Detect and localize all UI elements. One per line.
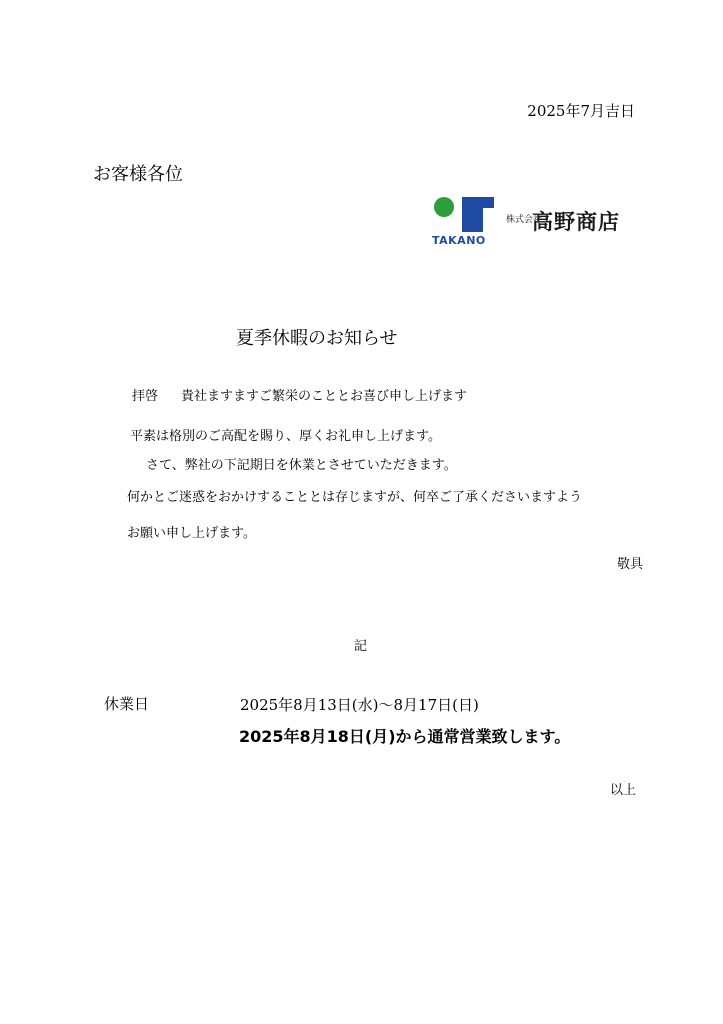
- holiday-label: 休業日: [104, 695, 150, 713]
- opening-salutation: 拝啓: [132, 389, 159, 404]
- closing-salutation: 敬具: [616, 557, 643, 572]
- body-line-3: さて、弊社の下記期日を休業とさせていただきます。: [146, 458, 457, 473]
- logo-kabushiki: 株式会社: [506, 215, 543, 225]
- logo-brand-latin: TAKANO: [432, 234, 486, 247]
- logo-mark-icon: [432, 194, 498, 252]
- holiday-range: 2025年8月13日(水)～8月17日(日): [240, 696, 479, 714]
- greeting-line: 貴社ますますご繁栄のこととお喜び申し上げます: [181, 389, 468, 404]
- document-title: 夏季休暇のお知らせ: [236, 328, 398, 349]
- resume-notice: 2025年8月18日(月)から通常営業致します。: [239, 727, 571, 746]
- logo-company-name: 高野商店: [532, 210, 620, 234]
- company-logo: [432, 194, 632, 252]
- document-date: 2025年7月吉日: [527, 102, 635, 120]
- body-line-5: お願い申し上げます。: [127, 526, 256, 541]
- ki-heading: 記: [354, 639, 368, 654]
- end-mark: 以上: [609, 783, 636, 798]
- body-line-2: 平素は格別のご高配を賜り、厚くお礼申し上げます。: [130, 429, 441, 444]
- recipient: お客様各位: [93, 164, 183, 185]
- body-line-4: 何かとご迷惑をおかけすることとは存じますが、何卒ご了承くださいますよう: [127, 490, 583, 505]
